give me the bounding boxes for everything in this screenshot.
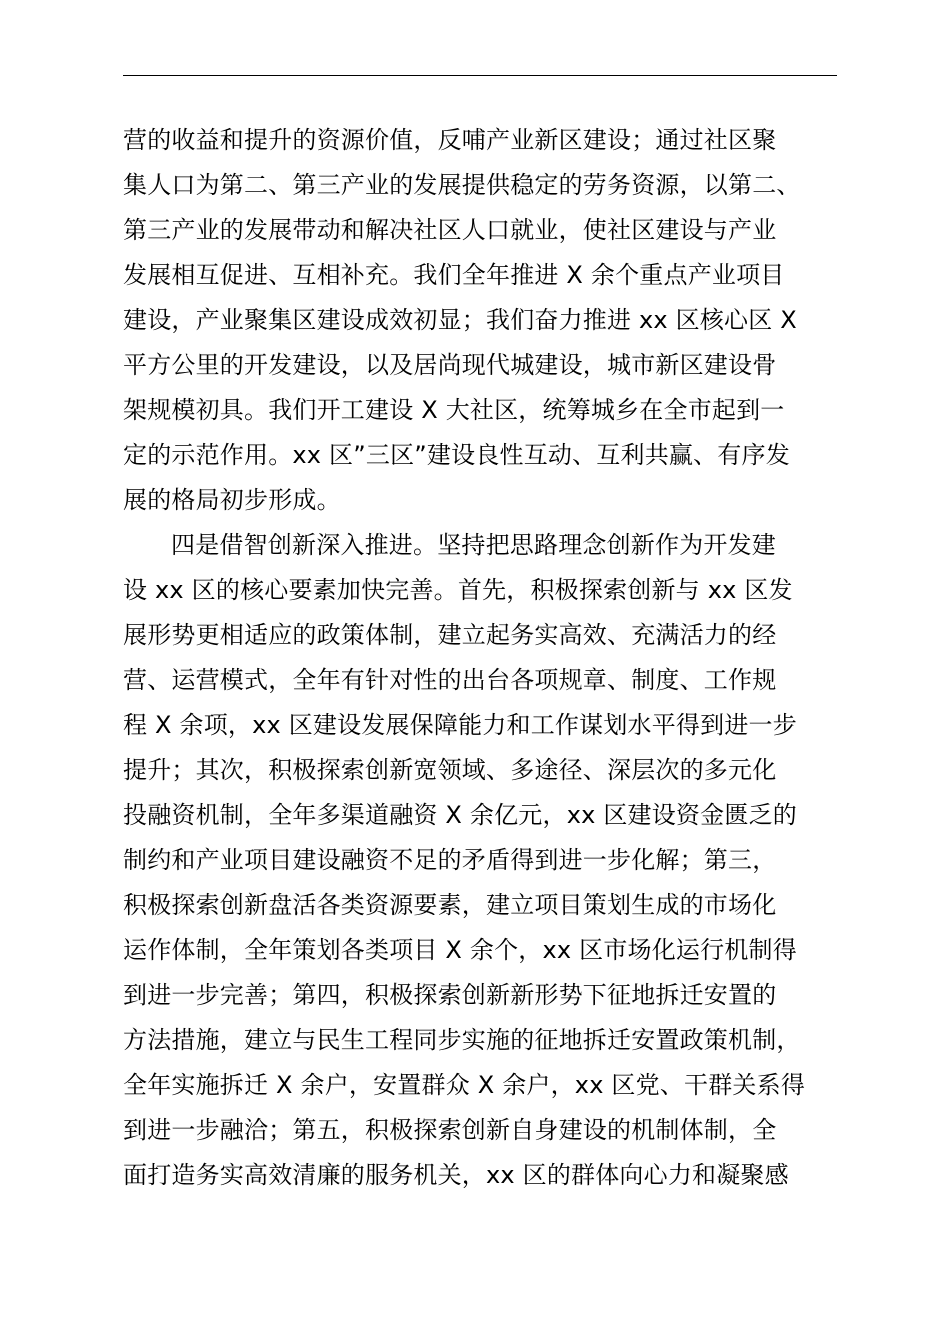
- text-line: 展的格局初步形成。: [123, 486, 341, 514]
- text-line: 投融资机制，全年多渠道融资 X 余亿元，xx 区建设资金匮乏的: [123, 801, 797, 829]
- text-line: 平方公里的开发建设，以及居尚现代城建设，城市新区建设骨: [123, 351, 777, 379]
- text-line: 到进一步融洽；第五，积极探索创新自身建设的机制体制，全: [123, 1116, 777, 1144]
- text-line: 运作体制，全年策划各类项目 X 余个，xx 区市场化运行机制得: [123, 936, 797, 964]
- text-line: 方法措施，建立与民生工程同步实施的征地拆迁安置政策机制，: [123, 1026, 801, 1054]
- text-line: 发展相互促进、互相补充。我们全年推进 X 余个重点产业项目: [123, 261, 785, 289]
- text-line: 提升；其次，积极探索创新宽领域、多途径、深层次的多元化: [123, 756, 777, 784]
- text-line: 全年实施拆迁 X 余户，安置群众 X 余户，xx 区党、干群关系得: [123, 1071, 806, 1099]
- text-line: 营的收益和提升的资源价值，反哺产业新区建设；通过社区聚: [123, 126, 777, 154]
- text-line: 积极探索创新盘活各类资源要素，建立项目策划生成的市场化: [123, 891, 777, 919]
- text-line: 到进一步完善；第四，积极探索创新新形势下征地拆迁安置的: [123, 981, 777, 1009]
- text-line: 营、运营模式，全年有针对性的出台各项规章、制度、工作规: [123, 666, 777, 694]
- text-line: 定的示范作用。xx 区”三区”建设良性互动、互利共赢、有序发: [123, 441, 790, 469]
- text-line: 集人口为第二、第三产业的发展提供稳定的劳务资源，以第二、: [123, 171, 801, 199]
- paragraph-start-line: 四是借智创新深入推进。坚持把思路理念创新作为开发建: [171, 531, 776, 559]
- text-line: 第三产业的发展带动和解决社区人口就业，使社区建设与产业: [123, 216, 777, 244]
- body-text: [123, 118, 863, 1198]
- text-line: 面打造务实高效清廉的服务机关，xx 区的群体向心力和凝聚感: [123, 1161, 789, 1189]
- text-line: 架规模初具。我们开工建设 X 大社区，统筹城乡在全市起到一: [123, 396, 785, 424]
- text-line: 设 xx 区的核心要素加快完善。首先，积极探索创新与 xx 区发: [123, 576, 793, 604]
- text-line: 程 X 余项，xx 区建设发展保障能力和工作谋划水平得到进一步: [123, 711, 797, 739]
- text-line: 展形势更相适应的政策体制，建立起务实高效、充满活力的经: [123, 621, 777, 649]
- text-line: 建设，产业聚集区建设成效初显；我们奋力推进 xx 区核心区 X: [123, 306, 797, 334]
- header-rule: [123, 75, 837, 76]
- text-line: 制约和产业项目建设融资不足的矛盾得到进一步化解；第三，: [123, 846, 777, 874]
